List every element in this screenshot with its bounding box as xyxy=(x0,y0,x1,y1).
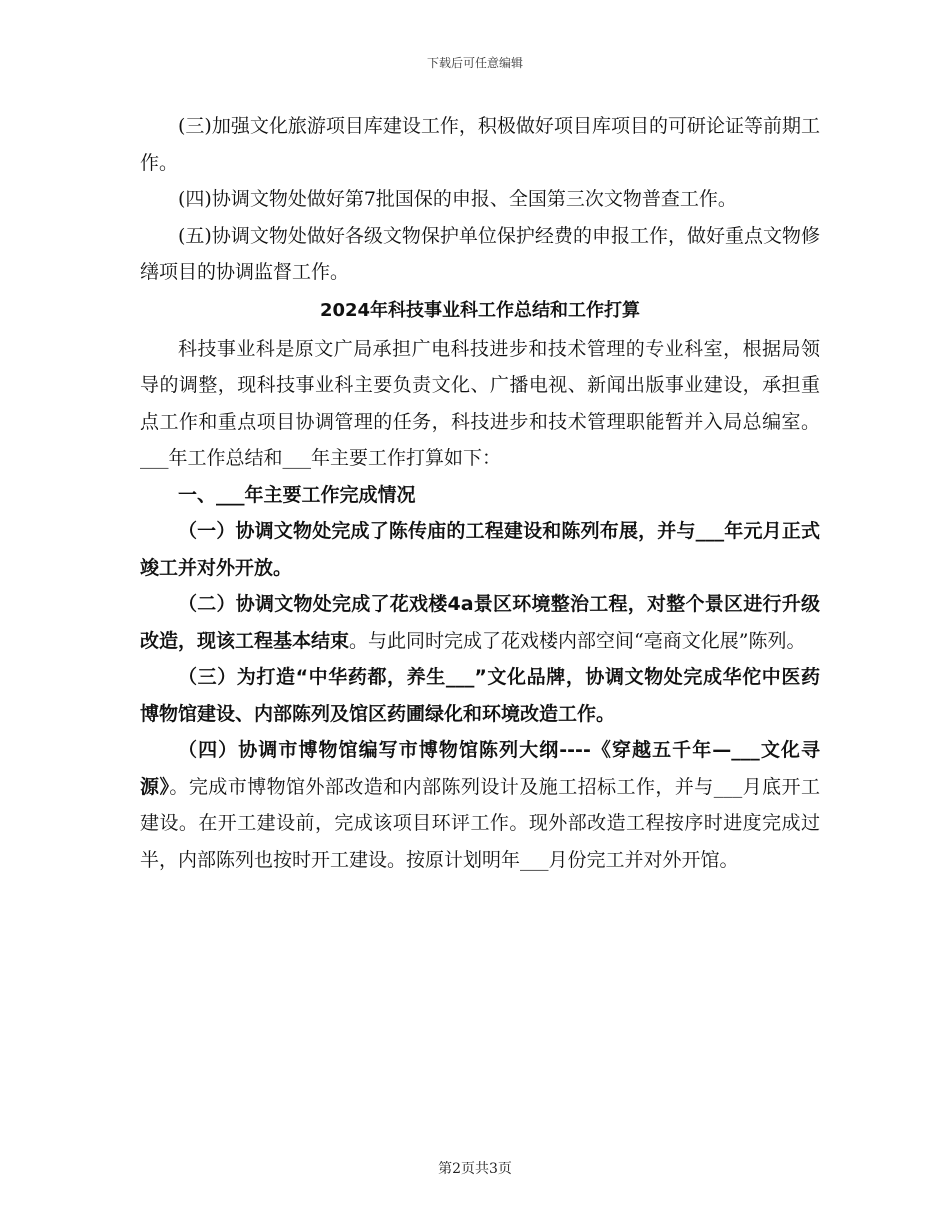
work-item-4 xyxy=(140,732,820,878)
work-item-3: （三）为打造“中华药都，养生___”文化品牌，协调文物处完成华佗中医药博物馆建设、内部陈列及馆区药圃绿化和环境改造工作。 xyxy=(140,666,820,725)
heading-one: 一、___年主要工作完成情况 xyxy=(178,483,416,506)
work-item-4-normal: 。完成市博物馆外部改造和内部陈列设计及施工招标工作，并与___月底开工建设。在开工建设前，完成该项目环评工作。现外部改造工程按序时进度完成过半，内部陈列也按时开工建设。按原计划明年___月份完工并对外开馆。 xyxy=(140,775,820,871)
page-number: 第2页共3页 xyxy=(438,1161,512,1177)
work-item-2-bold: （二）协调文物处完成了花戏楼4a景区环境整治工程，对整个景区进行升级改造，现该工程基本结束 xyxy=(140,593,820,652)
section-title: 2024年科技事业科工作总结和工作打算 xyxy=(319,299,641,321)
page-header-note: 下载后可任意编辑 xyxy=(426,56,523,70)
work-item-4-bold: （四）协调市博物馆编写市博物馆陈列大纲----《穿越五千年—___文化寻源》 xyxy=(140,739,820,798)
paragraph-item-5: (五)协调文物处做好各级文物保护单位保护经费的申报工作，做好重点文物修缮项目的协调监督工作。 xyxy=(140,224,820,283)
document-body xyxy=(140,108,820,878)
intro-paragraph: 科技事业科是原文广局承担广电科技进步和技术管理的专业科室，根据局领导的调整，现科技事业科主要负责文化、广播电视、新闻出版事业建设，承担重点工作和重点项目协调管理的任务，科技进步和技术管理职能暂并入局总编室。___年工作总结和___年主要工作打算如下： xyxy=(140,337,820,469)
paragraph-item-4: (四)协调文物处做好第7批国保的申报、全国第三次文物普查工作。 xyxy=(178,188,737,210)
paragraph-item-3: (三)加强文化旅游项目库建设工作，积极做好项目库项目的可研论证等前期工作。 xyxy=(140,115,820,174)
work-item-2 xyxy=(140,586,820,659)
work-item-1: （一）协调文物处完成了陈传庙的工程建设和陈列布展，并与___年元月正式竣工并对外开放。 xyxy=(140,520,820,579)
work-item-2-normal: 。与此同时完成了花戏楼内部空间“亳商文化展”陈列。 xyxy=(349,629,806,652)
